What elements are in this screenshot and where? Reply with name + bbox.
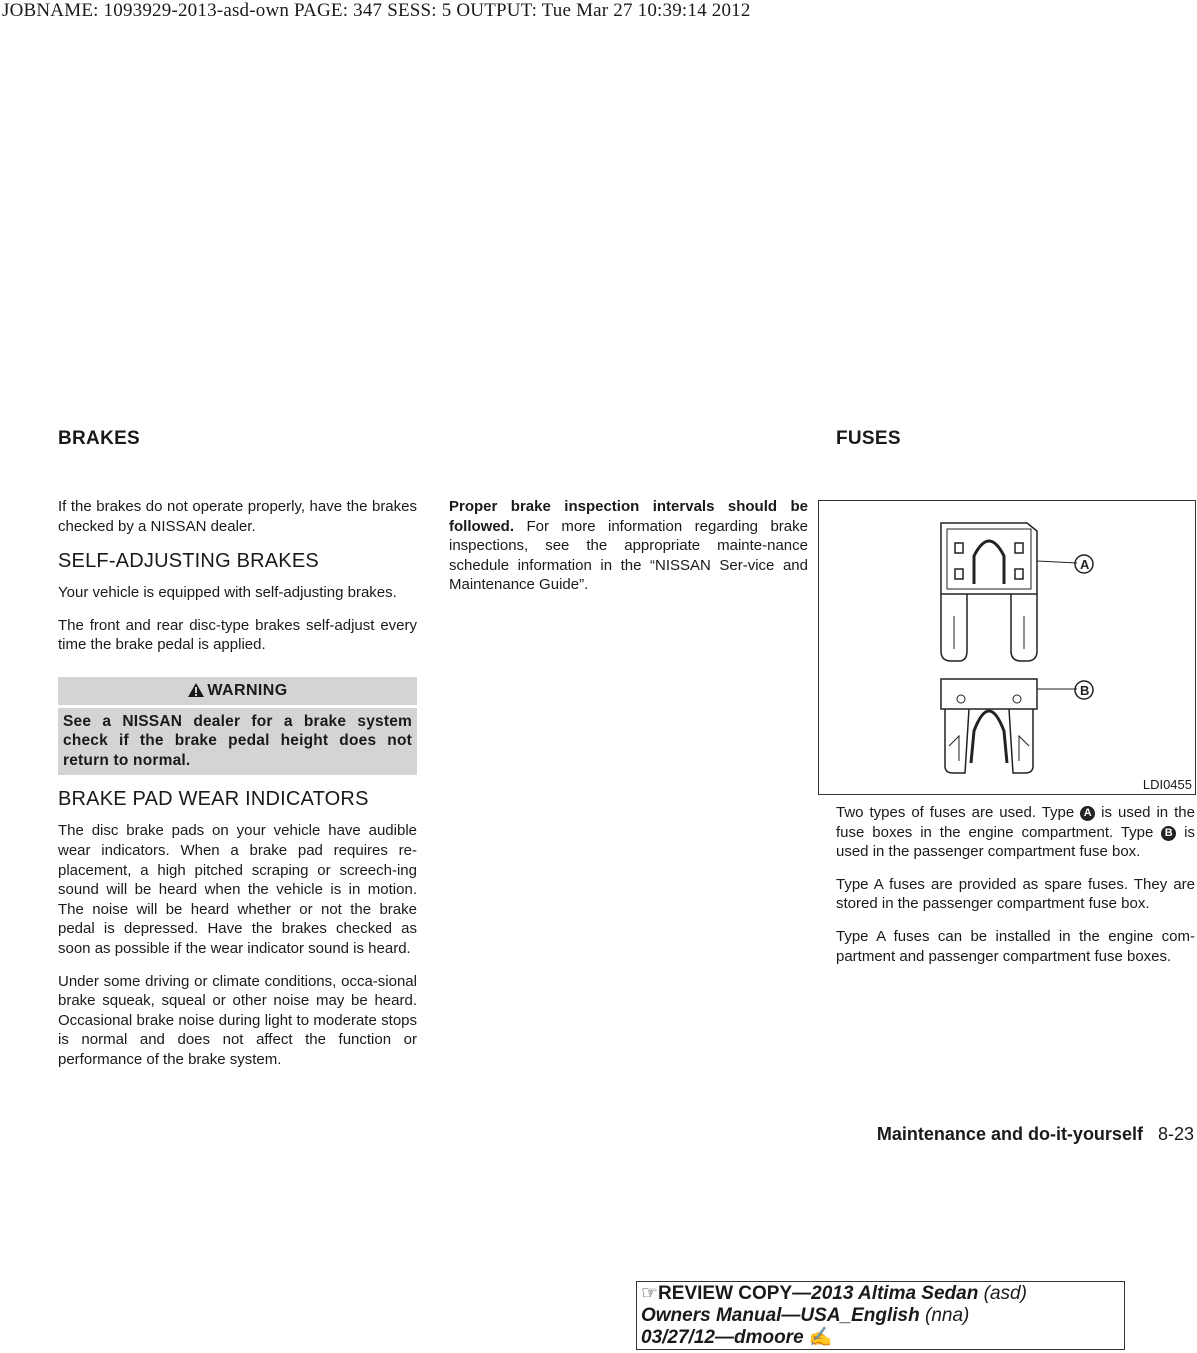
inspection-text: For more information regarding brake inspections, see the appropriate mainte-nance schedule information in the “NISSAN Ser-vice and Maintenance Guide”. [449, 517, 808, 594]
fuses-p1-part-c: is used in the passenger compartment fuse box. [836, 823, 1196, 861]
fuse-figure [818, 500, 1196, 795]
pointing-hand-icon: ☞ [641, 1283, 659, 1304]
fuse-illustration [819, 501, 1195, 794]
brakes-column-middle [449, 497, 808, 608]
figure-label-b: B [1080, 683, 1090, 698]
review-manual: Owners Manual—USA_English [641, 1305, 920, 1326]
callout-b-icon: B [1161, 826, 1176, 841]
review-line-3 [641, 1327, 1124, 1349]
figure-label-a: A [1080, 557, 1090, 572]
self-adjusting-p1: Your vehicle is equipped with self-adjusting brakes. [58, 584, 397, 602]
fuses-heading: FUSES [836, 428, 901, 449]
review-manual-code: (nna) [919, 1305, 970, 1326]
callout-a-icon: A [1080, 806, 1095, 821]
fuses-p1-part-b: is used in the fuse boxes in the engine compartment. Type [836, 804, 1195, 841]
inspection-paragraph [449, 497, 808, 595]
review-date: 03/27/12—dmoore [641, 1327, 804, 1348]
review-model-code: (asd) [978, 1283, 1027, 1304]
review-line-2 [641, 1305, 1124, 1327]
warning-title-bar [58, 677, 417, 705]
review-model: 2013 Altima Sedan [811, 1283, 979, 1304]
self-adjusting-heading: SELF-ADJUSTING BRAKES [58, 550, 319, 573]
pad-wear-heading: BRAKE PAD WEAR INDICATORS [58, 788, 369, 811]
page-number: 8-23 [1157, 1124, 1194, 1144]
self-adjusting-p2: The front and rear disc-type brakes self-adjust every time the brake pedal is applied. [58, 616, 417, 654]
review-copy-box [636, 1281, 1125, 1350]
writing-hand-icon: ✍ [808, 1327, 833, 1348]
figure-id: LDI0455 [1142, 777, 1192, 792]
page-footer [877, 1124, 1194, 1145]
fuses-p3: Type A fuses can be installed in the engine com-partment and passenger compartment fuse boxes. [836, 927, 1195, 965]
fuses-p2: Type A fuses are provided as spare fuses. They are stored in the passenger compartment fuse box. [836, 875, 1195, 913]
review-label: REVIEW COPY— [658, 1283, 812, 1304]
fuses-p1-part-a: Two types of fuses are used. Type [836, 804, 1081, 821]
warning-triangle-icon [187, 680, 205, 708]
warning-title: WARNING [207, 681, 288, 699]
review-line-1 [641, 1283, 1124, 1305]
fuses-column [836, 803, 1195, 979]
brakes-column-left [58, 497, 417, 1083]
warning-text: See a NISSAN dealer for a brake system check if the brake pedal height does not return to normal. [58, 708, 417, 776]
pad-wear-p2: Under some driving or climate conditions, occa-sional brake squeak, squeal or other noise may be heard. Occasional brake noise during light to moderate stops is normal and does not affect the function or performance of the brake system. [58, 972, 417, 1068]
brakes-heading: BRAKES [58, 428, 141, 449]
fuses-p1 [836, 803, 1195, 862]
brakes-intro: If the brakes do not operate properly, have the brakes checked by a NISSAN dealer. [58, 498, 417, 535]
pad-wear-p1: The disc brake pads on your vehicle have audible wear indicators. When a brake pad requires re-placement, a high pitched scraping or screech-ing sound will be heard when the vehicle is in motion. The noise will be heard whether or not the brake pedal is depressed. Have the brakes checked as soon as possible if the wear indicator sound is heard. [58, 822, 417, 958]
inspection-bold: Proper brake inspection intervals should be followed. [449, 498, 808, 535]
footer-title: Maintenance and do-it-yourself [876, 1124, 1143, 1144]
warning-box [58, 677, 417, 776]
job-header: JOBNAME: 1093929-2013-asd-own PAGE: 347 SESS: 5 OUTPUT: Tue Mar 27 10:39:14 2012 [2, 0, 751, 21]
